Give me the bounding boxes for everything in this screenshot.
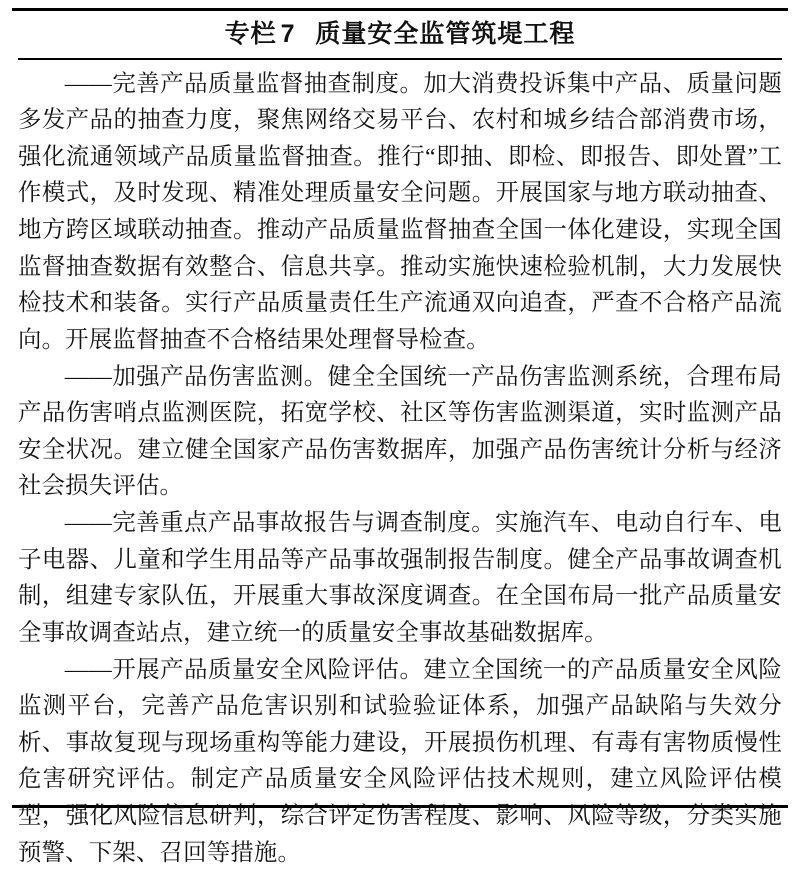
box-title-heading: 质量安全监管筑堤工程 xyxy=(315,20,575,48)
box-body xyxy=(18,60,782,871)
paragraph: ——完善重点产品事故报告与调查制度。实施汽车、电动自行车、电子电器、儿童和学生用品等产品事故强制报告制度。健全产品事故调查机制，组建专家队伍，开展重大事故深度调查。在全国布局一批产品质量安全事故调查站点，建立统一的质量安全事故基础数据库。 xyxy=(18,505,782,652)
paragraph: ——完善产品质量监督抽查制度。加大消费投诉集中产品、质量问题多发产品的抽查力度，聚焦网络交易平台、农村和城乡结合部消费市场，强化流通领域产品质量监督抽查。推行“即抽、即检、即报告、即处置”工作模式，及时发现、精准处理质量安全问题。开展国家与地方联动抽查、地方跨区域联动抽查。推动产品质量监督抽查全国一体化建设，实现全国监督抽查数据有效整合、信息共享。推动实施快速检验机制，大力发展快检技术和装备。实行产品质量责任生产流通双向追查，严查不合格产品流向。开展监督抽查不合格结果处理督导检查。 xyxy=(18,66,782,359)
box-title-prefix: 专栏 xyxy=(225,20,277,48)
box-title xyxy=(18,11,782,60)
callout-box xyxy=(12,8,788,808)
box-title-number: 7 xyxy=(281,20,296,48)
paragraph: ——开展产品质量安全风险评估。建立全国统一的产品质量安全风险监测平台，完善产品危害识别和试验验证体系，加强产品缺陷与失效分析、事故复现与现场重构等能力建设，开展损伤机理、有毒有害物质慢性危害研究评估。制定产品质量安全风险评估技术规则，建立风险评估模型，强化风险信息研判，综合评定伤害程度、影响、风险等级，分类实施预警、下架、召回等措施。 xyxy=(18,652,782,871)
paragraph: ——加强产品伤害监测。健全全国统一产品伤害监测系统，合理布局产品伤害哨点监测医院，拓宽学校、社区等伤害监测渠道，实时监测产品安全状况。建立健全国家产品伤害数据库，加强产品伤害统计分析与经济社会损失评估。 xyxy=(18,359,782,506)
